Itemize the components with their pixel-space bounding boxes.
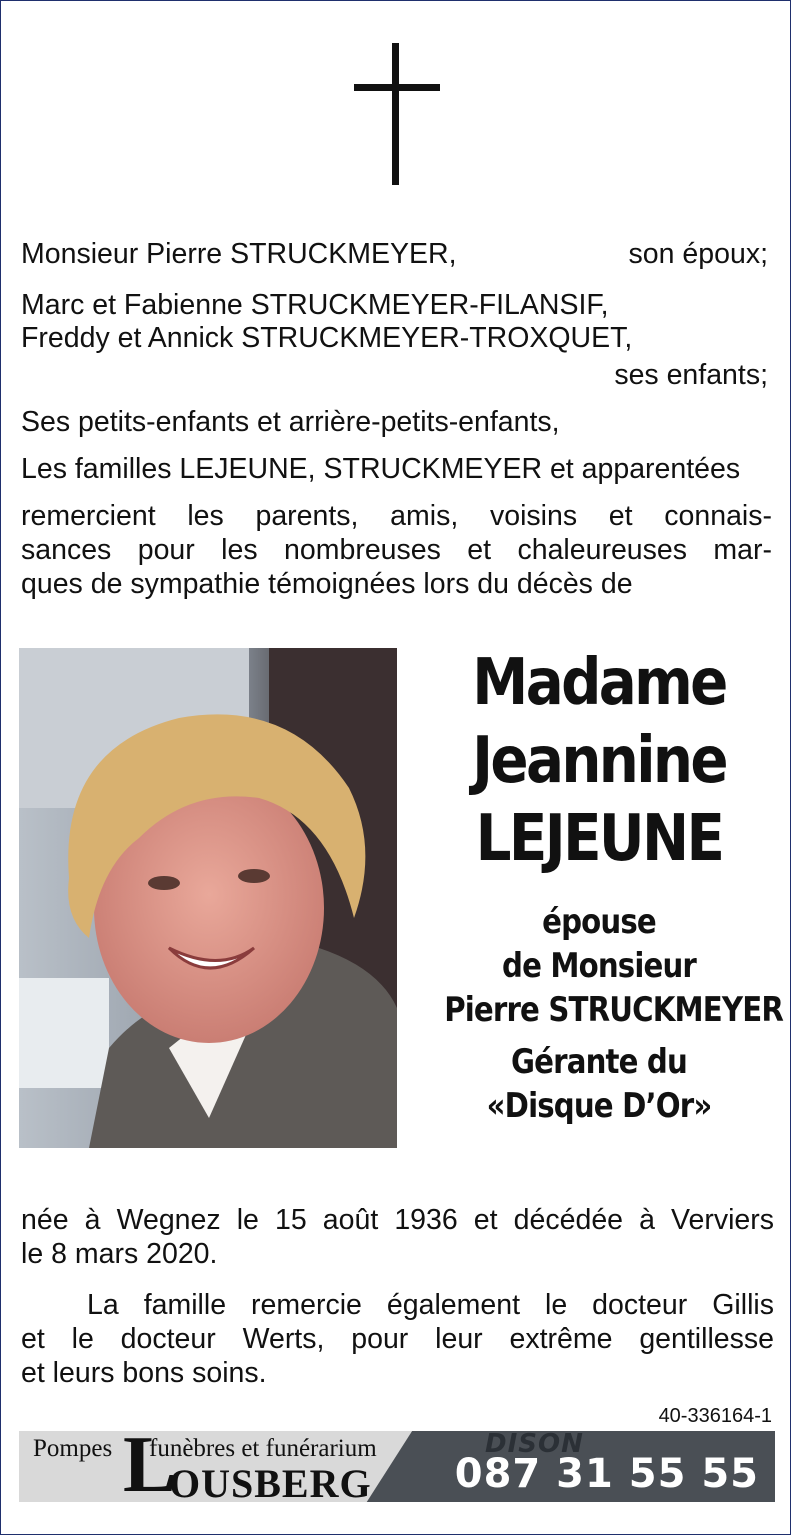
- funeral-home-name: OUSBERG: [169, 1461, 372, 1506]
- thanks-paragraph: [21, 499, 772, 601]
- spouse-line-3: Pierre STRUCKMEYER: [444, 990, 783, 1030]
- grandchildren-line: Ses petits-enfants et arrière-petits-enfants,: [21, 406, 560, 438]
- funeral-home-pompes: Pompes: [33, 1435, 113, 1462]
- child-line-2: Freddy et Annick STRUCKMEYER-TROXQUET,: [21, 322, 633, 354]
- occupation-line-2: «Disque D’Or»: [486, 1086, 712, 1126]
- husband-role: son époux;: [628, 238, 768, 270]
- children-role: ses enfants;: [614, 359, 768, 391]
- deceased-title: Madame: [472, 646, 726, 720]
- cross-icon: [354, 43, 440, 185]
- husband-name: Monsieur Pierre STRUCKMEYER,: [21, 238, 457, 270]
- funeral-home-initial: L: [123, 1421, 177, 1509]
- deceased-portrait: [19, 648, 397, 1148]
- child-line-1: Marc et Fabienne STRUCKMEYER-FILANSIF,: [21, 289, 609, 321]
- dates-paragraph: [21, 1203, 774, 1271]
- occupation-line-1: Gérante du: [511, 1042, 687, 1082]
- dates-line-1: née à Wegnez le 15 août 1936 et décédée à Verviers: [21, 1204, 774, 1236]
- acknowledgement-line-3: et leurs bons soins.: [21, 1357, 267, 1389]
- thanks-line-1: remercient les parents, amis, voisins et connais-: [21, 500, 772, 532]
- deceased-name-block: [419, 644, 783, 1128]
- funeral-home-banner: [19, 1421, 775, 1509]
- deceased-first-name: Jeannine: [472, 724, 726, 798]
- thanks-line-3: ques de sympathie témoignées lors du décès de: [21, 568, 633, 600]
- spouse-line-2: de Monsieur: [502, 946, 696, 986]
- families-line: Les familles LEJEUNE, STRUCKMEYER et apparentées: [21, 453, 741, 485]
- deceased-last-name: LEJEUNE: [475, 802, 723, 876]
- funeral-home-funebres: funèbres et funérarium: [149, 1435, 377, 1462]
- acknowledgement-paragraph: [21, 1288, 774, 1390]
- reference-number: 40-336164-1: [658, 1405, 772, 1427]
- funeral-home-phone[interactable]: 087 31 55 55: [454, 1451, 759, 1497]
- acknowledgement-line-2: et le docteur Werts, pour leur extrême gentillesse: [21, 1323, 774, 1355]
- dates-line-2: le 8 mars 2020.: [21, 1238, 218, 1270]
- spouse-line-1: épouse: [542, 902, 656, 942]
- funeral-home-city: DISON: [485, 1429, 584, 1459]
- thanks-line-2: sances pour les nombreuses et chaleureuses mar-: [21, 534, 772, 566]
- acknowledgement-line-1: La famille remercie également le docteur Gillis: [87, 1289, 774, 1321]
